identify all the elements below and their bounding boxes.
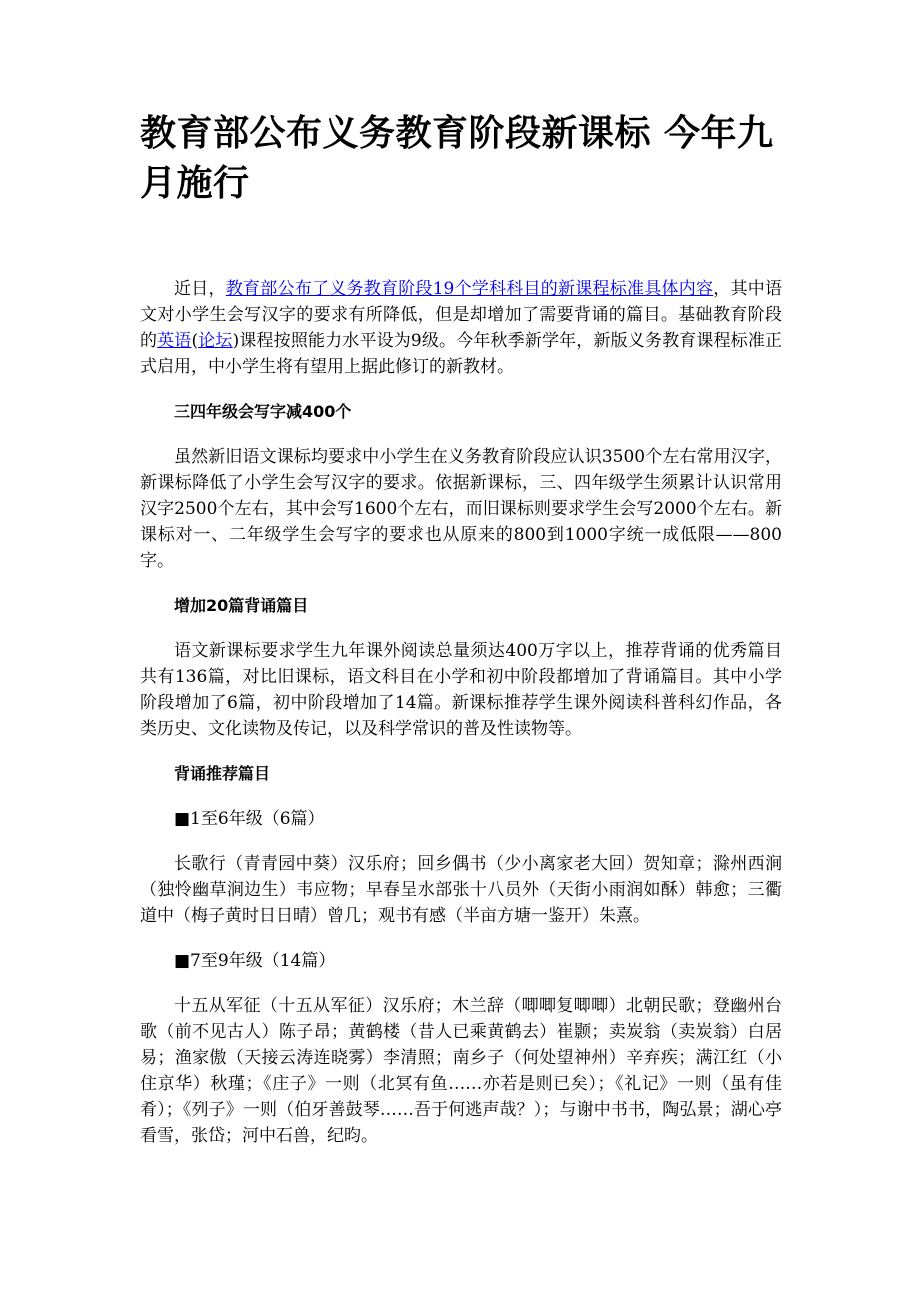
grade-label: ■7至9年级（14篇） (174, 951, 336, 971)
paragraph: 十五从军征（十五从军征）汉乐府；木兰辞（唧唧复唧唧）北朝民歌；登幽州台歌（前不见古人）陈子昂；黄鹤楼（昔人已乘黄鹤去）崔颢；卖炭翁（卖炭翁）白居易；渔家傲（天接云涛连晓雾）李清照；南乡子（何处望神州）辛弃疾；满江红（小住京华）秋瑾；《庄子》一则（北冥有鱼……亦若是则已矣）；《礼记》一则（虽有佳肴）；《列子》一则（伯牙善鼓琴……吾于何逃声哉？）；与谢中书书，陶弘景；湖心亭看雪，张岱；河中石兽，纪昀。 (140, 996, 782, 1146)
paragraph: 语文新课标要求学生九年课外阅读总量须达400万字以上，推荐背诵的优秀篇目共有136篇，对比旧课标，语文科目在小学和初中阶段都增加了背诵篇目。其中小学阶段增加了6篇，初中阶段增加了14篇。新课标推荐学生课外阅读科普科幻作品，各类历史、文化读物及传记，以及科学常识的普及性读物等。 (140, 641, 782, 739)
paragraph: 长歌行（青青园中葵）汉乐府；回乡偶书（少小离家老大回）贺知章；滁州西涧（独怜幽草涧边生）韦应物；早春呈水部张十八员外（天街小雨润如酥）韩愈；三衢道中（梅子黄时日日晴）曾几；观书有感（半亩方塘一鉴开）朱熹。 (140, 854, 782, 926)
paren-close: ) (232, 331, 240, 351)
paren-open: ( (191, 331, 199, 351)
grade-label: ■1至6年级（6篇） (174, 809, 325, 829)
section-heading: 三四年级会写字减400个 (174, 402, 352, 421)
intro-mid: ，其中语文对小学生会写汉字的要求有所降低，但是却增加了需要背诵的篇目。基础教育阶段的 (140, 279, 783, 351)
section-heading: 背诵推荐篇目 (174, 764, 271, 783)
intro-paragraph (140, 276, 782, 380)
link-forum[interactable]: 论坛 (198, 331, 233, 351)
intro-suffix: 课程按照能力水平设为9级。今年秋季新学年，新版义务教育课程标准正式启用，中小学生将有望用上据此修订的新教材。 (140, 331, 782, 377)
paragraph: 虽然新旧语文课标均要求中小学生在义务教育阶段应认识3500个左右常用汉字，新课标降低了小学生会写汉字的要求。依据新课标，三、四年级学生须累计认识常用汉字2500个左右，其中会写1600个左右，而旧课标则要求学生会写2000个左右。新课标对一、二年级学生会写字的要求也从原来的800到1000字统一成低限——800字。 (140, 447, 782, 571)
section-heading: 增加20篇背诵篇目 (174, 596, 309, 615)
intro-prefix: 近日， (174, 279, 226, 299)
link-new-curriculum[interactable]: 教育部公布了义务教育阶段19个学科科目的新课程标准具体内容 (225, 279, 714, 299)
link-english[interactable]: 英语 (157, 331, 192, 351)
article (140, 108, 782, 1168)
article-title: 教育部公布义务教育阶段新课标 今年九月施行 (140, 112, 774, 204)
article-body (140, 276, 782, 1149)
